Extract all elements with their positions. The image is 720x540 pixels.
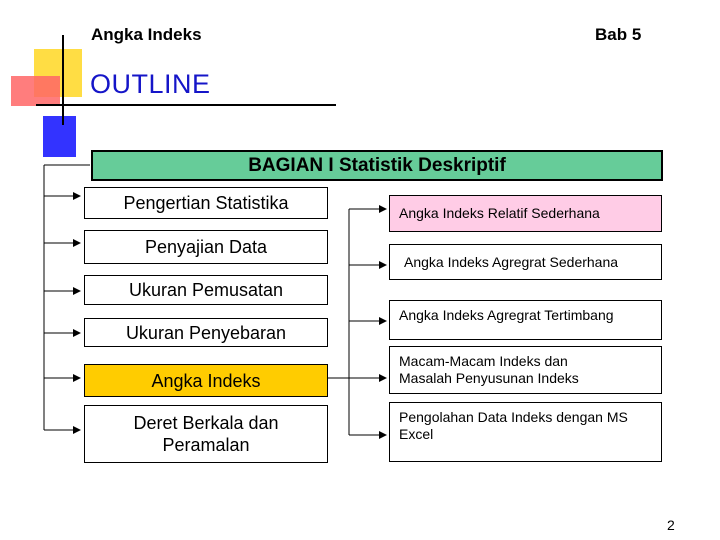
header-left-title: Angka Indeks xyxy=(91,25,202,44)
deco-blue-square xyxy=(43,116,76,157)
deco-red-square xyxy=(11,76,60,106)
item-angka-indeks xyxy=(84,364,328,397)
item-label: Ukuran Pemusatan xyxy=(128,280,284,300)
item-ukuran-pemusatan xyxy=(84,275,328,305)
item-label: Ukuran Penyebaran xyxy=(125,322,287,343)
header-right-title: Bab 5 xyxy=(595,25,642,44)
section-banner-label: BAGIAN I Statistik Deskriptif xyxy=(248,154,506,176)
item-label: Deret Berkala dan Peramalan xyxy=(133,413,279,455)
deco-horizontal-line xyxy=(36,104,336,106)
item-label: Penyajian Data xyxy=(144,237,268,257)
outline-title: OUTLINE xyxy=(90,69,211,99)
item-label: Pengertian Statistika xyxy=(123,193,289,213)
section-banner xyxy=(91,150,663,181)
item-label: Angka Indeks Agregrat Tertimbang xyxy=(399,307,614,323)
item-label: Pengolahan Data Indeks dengan MS Excel xyxy=(399,409,628,442)
item-relatif-sederhana xyxy=(389,195,662,232)
item-pengertian-statistika xyxy=(84,187,328,219)
item-macam-indeks xyxy=(389,346,662,394)
item-deret-berkala xyxy=(84,405,328,463)
item-agregrat-sederhana xyxy=(389,244,662,280)
item-label: Macam-Macam Indeks dan Masalah Penyusunan Indeks xyxy=(399,353,579,386)
item-agregrat-tertimbang xyxy=(389,300,662,340)
deco-vertical-line xyxy=(62,35,64,125)
item-pengolahan-data xyxy=(389,402,662,462)
item-label: Angka Indeks xyxy=(151,370,261,391)
item-ukuran-penyebaran xyxy=(84,318,328,347)
item-penyajian-data xyxy=(84,230,328,264)
item-label: Angka Indeks Agregrat Sederhana xyxy=(404,253,619,270)
page-number: 2 xyxy=(667,517,675,533)
item-label: Angka Indeks Relatif Sederhana xyxy=(399,205,600,221)
